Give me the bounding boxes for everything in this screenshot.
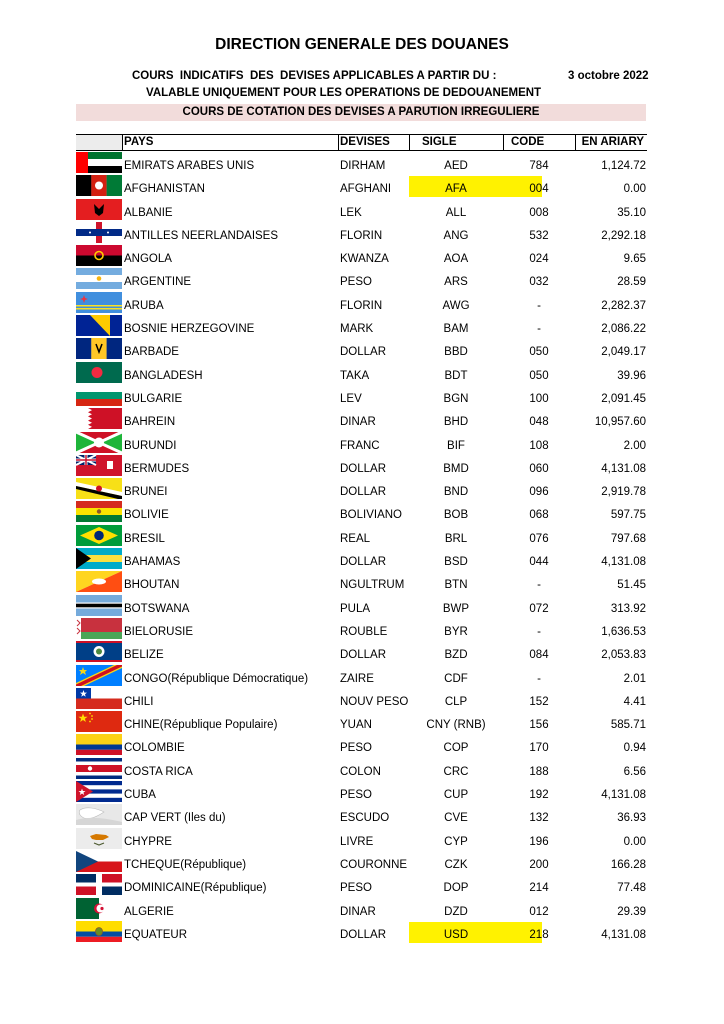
cell-ariary: 2,091.45 (601, 392, 646, 405)
cell-ariary: 6.56 (623, 765, 646, 778)
cell-sigle: BIF (447, 439, 465, 452)
cell-ariary: 585.71 (610, 719, 646, 732)
cell-sigle: CLP (444, 695, 468, 708)
cell-ariary: 28.59 (617, 276, 646, 289)
cell-ariary: 1,636.53 (601, 625, 646, 638)
cell-sigle: ARS (444, 276, 468, 289)
cell-ariary: 77.48 (617, 882, 646, 895)
cell-code: 076 (529, 532, 549, 545)
cell-pays: ARGENTINE (124, 276, 192, 289)
cell-devise: FLORIN (340, 229, 383, 242)
table-row (76, 384, 647, 407)
cell-pays: BIELORUSIE (124, 625, 194, 638)
cell-ariary: 797.68 (610, 532, 646, 545)
cell-ariary: 4,131.08 (601, 556, 646, 569)
cell-ariary: 4,131.08 (601, 928, 646, 941)
cell-pays: BERMUDES (124, 462, 190, 475)
cell-ariary: 35.10 (617, 206, 646, 219)
cell-devise: ZAIRE (340, 672, 374, 685)
cell-pays: BHOUTAN (124, 579, 180, 592)
cell-sigle: DOP (443, 882, 469, 895)
cell-pays: COLOMBIE (124, 742, 185, 755)
cell-pays: BOSNIE HERZEGOVINE (124, 323, 255, 336)
cell-sigle: BRL (444, 532, 468, 545)
cell-ariary: 2,919.78 (601, 486, 646, 499)
table-row (76, 687, 647, 710)
cell-pays: CHYPRE (124, 835, 172, 848)
cell-pays: TCHEQUE(République) (124, 858, 247, 871)
cell-code: - (537, 579, 541, 592)
col-pays: PAYS (124, 136, 154, 148)
cell-devise: DOLLAR (340, 649, 387, 662)
section-banner: COURS DE COTATION DES DEVISES A PARUTION IRREGULIERE (76, 104, 646, 121)
table-row (76, 803, 647, 826)
cell-pays: CAP VERT (Iles du) (124, 812, 226, 825)
cell-ariary: 2,049.17 (601, 346, 646, 359)
cell-devise: ROUBLE (340, 625, 388, 638)
table-row (76, 244, 647, 267)
cell-devise: PESO (340, 742, 372, 755)
cell-sigle: BYR (444, 625, 468, 638)
cell-code: 024 (529, 253, 549, 266)
cell-sigle: AED (444, 160, 468, 172)
cell-devise: DOLLAR (340, 346, 387, 359)
cell-sigle: BND (443, 486, 469, 499)
cell-pays: BANGLADESH (124, 369, 203, 382)
cell-pays: CONGO(République Démocratique) (124, 672, 309, 685)
table-row (76, 361, 647, 384)
cell-pays: DOMINICAINE(République) (124, 882, 267, 895)
col-sigle: SIGLE (422, 136, 457, 148)
cell-devise: LEV (340, 392, 362, 405)
cell-code: 004 (529, 183, 549, 196)
table-row (76, 664, 647, 687)
cell-pays: EQUATEUR (124, 928, 188, 941)
cell-pays: BARBADE (124, 346, 179, 359)
cell-devise: MARK (340, 323, 374, 336)
cell-sigle: CYP (444, 835, 468, 848)
cell-devise: ESCUDO (340, 812, 390, 825)
cell-devise: BOLIVIANO (340, 509, 402, 522)
cell-devise: LIVRE (340, 835, 374, 848)
cell-devise: PESO (340, 882, 372, 895)
table-row (76, 407, 647, 430)
cell-devise: PESO (340, 789, 372, 802)
cell-ariary: 2,086.22 (601, 323, 646, 336)
cell-code: - (537, 625, 541, 638)
table-row (76, 850, 647, 873)
cell-pays: BRUNEI (124, 486, 168, 499)
cell-code: 192 (529, 789, 549, 802)
table-row (76, 267, 647, 290)
cell-code: 084 (529, 649, 549, 662)
cell-sigle: BGN (443, 392, 469, 405)
cell-ariary: 313.92 (610, 602, 646, 615)
cell-sigle: COP (443, 742, 469, 755)
table-row (76, 477, 647, 500)
cell-sigle: BDT (444, 369, 468, 382)
cell-code: 188 (529, 765, 549, 778)
cell-ariary: 2,053.83 (601, 649, 646, 662)
cell-code: 068 (529, 509, 549, 522)
cell-pays: ANTILLES NEERLANDAISES (124, 229, 279, 242)
cell-devise: DOLLAR (340, 928, 387, 941)
cell-code: 072 (529, 602, 549, 615)
cell-ariary: 29.39 (617, 905, 646, 918)
cell-code: 012 (529, 905, 549, 918)
cell-devise: PESO (340, 276, 372, 289)
table-row (76, 920, 647, 943)
validity-date: 3 octobre 2022 (568, 70, 649, 82)
cell-code: 050 (529, 346, 549, 359)
table-row (76, 174, 647, 197)
cell-ariary: 2,292.18 (601, 229, 646, 242)
cell-ariary: 4,131.08 (601, 462, 646, 475)
cell-devise: DINAR (340, 905, 376, 918)
cell-sigle: BBD (444, 346, 468, 359)
table-row (76, 198, 647, 221)
document-title: DIRECTION GENERALE DES DOUANES (215, 36, 509, 53)
cell-devise: LEK (340, 206, 362, 219)
table-row (76, 780, 647, 803)
cell-ariary: 39.96 (617, 369, 646, 382)
cell-pays: CUBA (124, 789, 156, 802)
table-row (76, 431, 647, 454)
cell-pays: ARUBA (124, 299, 164, 312)
cell-devise: DOLLAR (340, 486, 387, 499)
cell-code: 008 (529, 206, 549, 219)
cell-pays: AFGHANISTAN (124, 183, 205, 196)
table-row (76, 547, 647, 570)
col-ariary: EN ARIARY (581, 136, 644, 148)
table-row (76, 640, 647, 663)
cell-ariary: 0.00 (623, 183, 646, 196)
table-header (76, 134, 647, 151)
cell-code: 218 (529, 928, 549, 941)
cell-code: 096 (529, 486, 549, 499)
currency-table (76, 134, 647, 943)
cell-code: 108 (529, 439, 549, 452)
table-row (76, 733, 647, 756)
cell-pays: ALBANIE (124, 206, 173, 219)
validity-label: COURS INDICATIFS DES DEVISES APPLICABLES A PARTIR DU : (132, 70, 497, 82)
cell-sigle: CDF (444, 672, 468, 685)
table-row (76, 570, 647, 593)
cell-pays: BAHREIN (124, 416, 176, 429)
cell-devise: DIRHAM (340, 160, 386, 172)
cell-code: - (537, 299, 541, 312)
cell-ariary: 51.45 (617, 579, 646, 592)
cell-code: - (537, 323, 541, 336)
cell-sigle: BHD (443, 416, 469, 429)
cell-devise: DINAR (340, 416, 376, 429)
cell-pays: BRESIL (124, 532, 165, 545)
cell-sigle: BTN (444, 579, 468, 592)
col-code: CODE (511, 136, 545, 148)
cell-devise: AFGHANI (340, 183, 392, 196)
cell-sigle: USD (443, 928, 469, 941)
cell-sigle: CVE (444, 812, 468, 825)
cell-devise: COLON (340, 765, 381, 778)
scope-note: VALABLE UNIQUEMENT POUR LES OPERATIONS DE DEDOUANEMENT (146, 87, 542, 99)
cell-sigle: BMD (443, 462, 469, 475)
cell-devise: NOUV PESO (340, 695, 409, 708)
cell-code: 152 (529, 695, 549, 708)
table-row (76, 594, 647, 617)
validity-line (132, 70, 649, 82)
cell-devise: KWANZA (340, 253, 389, 266)
cell-code: 050 (529, 369, 549, 382)
cell-pays: BURUNDI (124, 439, 177, 452)
cell-sigle: ALL (445, 206, 467, 219)
cell-devise: REAL (340, 532, 371, 545)
table-row (76, 710, 647, 733)
cell-sigle: DZD (444, 905, 468, 918)
cell-devise: PULA (340, 602, 371, 615)
cell-code: 032 (529, 276, 549, 289)
cell-sigle: BWP (442, 602, 470, 615)
cell-devise: YUAN (340, 719, 372, 732)
cell-ariary: 2.01 (623, 672, 646, 685)
cell-ariary: 4.41 (623, 695, 646, 708)
cell-pays: ALGERIE (124, 905, 174, 918)
cell-ariary: 0.94 (623, 742, 646, 755)
table-row (76, 500, 647, 523)
cell-code: 784 (529, 160, 549, 172)
cell-code: 100 (529, 392, 549, 405)
cell-code: 200 (529, 858, 549, 871)
cell-devise: DOLLAR (340, 556, 387, 569)
cell-code: 044 (529, 556, 549, 569)
cell-sigle: AWG (442, 299, 470, 312)
cell-sigle: CNY (RNB) (426, 719, 486, 732)
cell-pays: EMIRATS ARABES UNIS (124, 160, 255, 172)
cell-sigle: AFA (445, 183, 467, 196)
table-row (76, 337, 647, 360)
cell-sigle: CZK (444, 858, 468, 871)
cell-code: 196 (529, 835, 549, 848)
col-devises: DEVISES (340, 136, 390, 148)
cell-sigle: ANG (443, 229, 469, 242)
cell-pays: BOLIVIE (124, 509, 169, 522)
table-row (76, 873, 647, 896)
cell-ariary: 2.00 (623, 439, 646, 452)
table-row (76, 827, 647, 850)
cell-ariary: 0.00 (623, 835, 646, 848)
cell-code: 132 (529, 812, 549, 825)
cell-pays: BOTSWANA (124, 602, 190, 615)
cell-code: 060 (529, 462, 549, 475)
table-row (76, 617, 647, 640)
table-row (76, 151, 647, 174)
table-row (76, 757, 647, 780)
cell-ariary: 166.28 (610, 858, 646, 871)
cell-pays: CHINE(République Populaire) (124, 719, 278, 732)
cell-pays: COSTA RICA (124, 765, 193, 778)
table-row (76, 291, 647, 314)
cell-pays: ANGOLA (124, 253, 172, 266)
cell-ariary: 9.65 (623, 253, 646, 266)
cell-devise: FLORIN (340, 299, 383, 312)
cell-sigle: BOB (443, 509, 469, 522)
cell-code: 048 (529, 416, 549, 429)
flag-column-header (76, 135, 122, 150)
cell-code: 532 (529, 229, 549, 242)
cell-code: 170 (529, 742, 549, 755)
cell-devise: COURONNE (340, 858, 408, 871)
table-body (76, 151, 647, 943)
cell-ariary: 4,131.08 (601, 789, 646, 802)
cell-pays: CHILI (124, 695, 154, 708)
cell-devise: TAKA (340, 369, 370, 382)
table-row (76, 221, 647, 244)
table-row (76, 454, 647, 477)
cell-ariary: 1,124.72 (601, 160, 646, 172)
cell-pays: BULGARIE (124, 392, 183, 405)
cell-sigle: CUP (443, 789, 469, 802)
cell-sigle: BAM (443, 323, 469, 336)
cell-devise: FRANC (340, 439, 380, 452)
cell-pays: BELIZE (124, 649, 164, 662)
cell-ariary: 10,957.60 (594, 416, 646, 429)
cell-code: - (537, 672, 541, 685)
cell-sigle: CRC (443, 765, 469, 778)
cell-sigle: AOA (443, 253, 469, 266)
cell-code: 214 (529, 882, 549, 895)
cell-code: 156 (529, 719, 549, 732)
cell-sigle: BZD (444, 649, 468, 662)
table-row (76, 524, 647, 547)
cell-pays: BAHAMAS (124, 556, 181, 569)
cell-devise: DOLLAR (340, 462, 387, 475)
cell-ariary: 597.75 (610, 509, 646, 522)
cell-sigle: BSD (444, 556, 468, 569)
cell-devise: NGULTRUM (340, 579, 405, 592)
cell-ariary: 2,282.37 (601, 299, 646, 312)
table-row (76, 314, 647, 337)
cell-ariary: 36.93 (617, 812, 646, 825)
table-row (76, 897, 647, 920)
